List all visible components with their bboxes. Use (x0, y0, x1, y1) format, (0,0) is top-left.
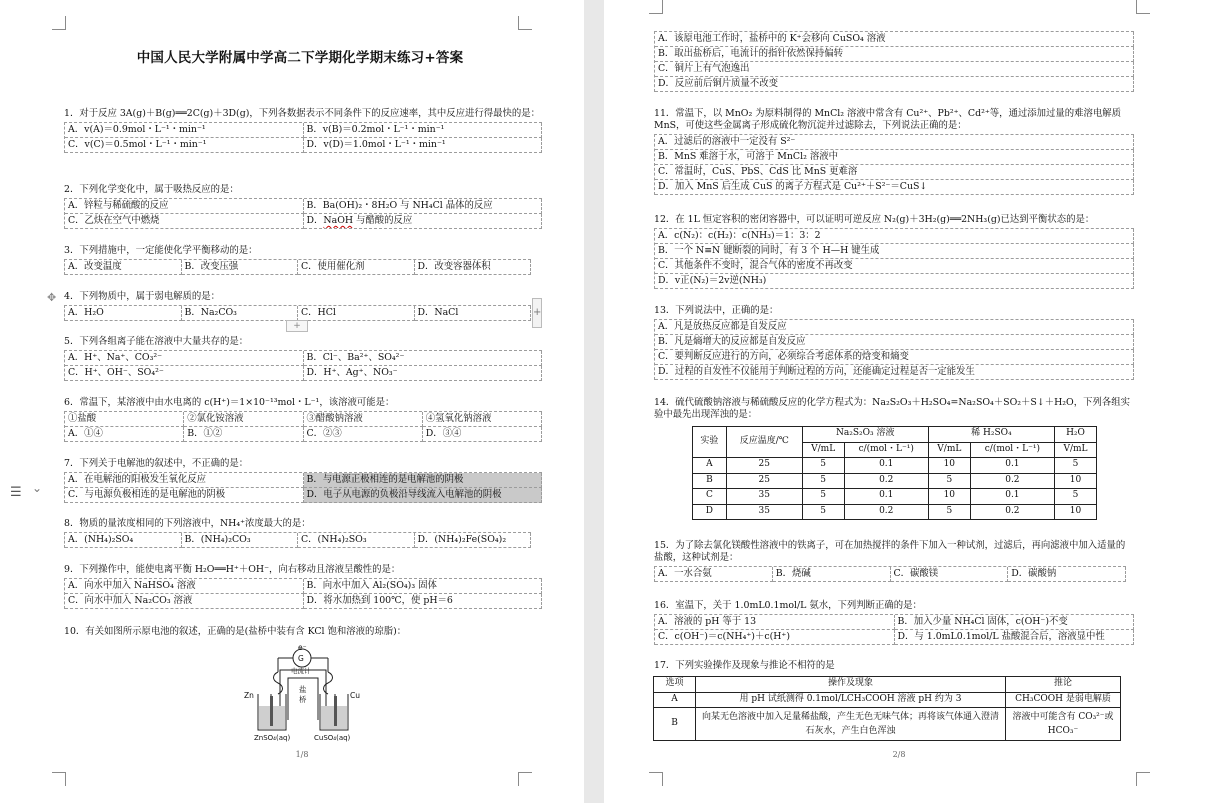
document-page-1 (0, 0, 584, 803)
question-11 (654, 108, 1134, 195)
option-c[interactable]: C．铜片上有气泡逸出 (655, 62, 1134, 77)
option-a[interactable]: A．H₂O (65, 306, 182, 321)
add-column-button[interactable]: + (532, 298, 542, 328)
question-2 (64, 184, 542, 229)
table-cell: 0.2 (970, 473, 1054, 489)
table-header: 推论 (1006, 677, 1121, 693)
question-stem: 14．硫代硫酸钠溶液与稀硫酸反应的化学方程式为：Na₂S₂O₃＋H₂SO₄=Na₂SO₄＋SO₂＋S↓＋H₂O，下列各组实验中最先出现浑浊的是： (654, 397, 1130, 421)
question-6 (64, 397, 542, 442)
table-cell: B (654, 708, 696, 741)
option-d[interactable]: D．加入 MnS 后生成 CuS 的离子方程式是 Cu²⁺＋S²⁻＝CuS↓ (655, 180, 1134, 195)
options-table (64, 472, 542, 503)
table-row (693, 504, 1097, 520)
table-row (693, 473, 1097, 489)
options-table (654, 614, 1134, 645)
option-a[interactable]: A．凡是放热反应都是自发反应 (655, 320, 1134, 335)
option-c[interactable]: C．碳酸镁 (891, 567, 1009, 582)
page-number: 2/8 (892, 750, 906, 759)
option-d[interactable]: D．NaOH 与醋酸的反应 (304, 214, 543, 229)
question-stem: 17．下列实验操作及现象与推论不相符的是 (654, 660, 835, 671)
option-a[interactable]: A．过滤后的溶液中一定没有 S²⁻ (655, 135, 1134, 150)
table-header: 实验 (693, 427, 727, 458)
table-cell: A (654, 692, 696, 708)
option-c[interactable]: C．使用催化剂 (298, 260, 415, 275)
option-c[interactable]: C．②③ (304, 427, 423, 442)
crop-mark (1136, 772, 1150, 786)
left-solution-label: ZnSO₄(aq) (254, 734, 291, 742)
table-cell: 5 (802, 489, 844, 505)
question-10-options (654, 31, 1134, 92)
option-c[interactable]: C．与电源负极相连的是电解池的阴极 (65, 488, 304, 503)
option-d[interactable]: D．H⁺、Ag⁺、NO₃⁻ (304, 366, 543, 381)
question-stem: 6．常温下，某溶液中由水电离的 c(H⁺)＝1×10⁻¹³mol・L⁻¹，该溶液可能是： (64, 397, 395, 408)
table-header: V/mL (802, 442, 844, 458)
option-c[interactable]: C．c(OH⁻)＝c(NH₄⁺)＋c(H⁺) (655, 630, 895, 645)
options-table (654, 31, 1134, 92)
option-c[interactable]: C．v(C)＝0.5mol・L⁻¹・min⁻¹ (65, 138, 304, 153)
crop-mark (52, 772, 66, 786)
options-table (654, 134, 1134, 195)
option-d[interactable]: D．电子从电源的负极沿导线流入电解池的阴极 (304, 488, 543, 503)
question-stem: 12．在 1L 恒定容积的密闭容器中，可以证明可逆反应 N₂(g)＋3H₂(g)══2NH₃(g)已达到平衡状态的是： (654, 214, 1095, 225)
right-solution-label: CuSO₄(aq) (314, 734, 351, 742)
option-d[interactable]: D．将水加热到 100℃，使 pH＝6 (304, 594, 543, 609)
table-header: 操作及现象 (696, 677, 1006, 693)
option-b[interactable]: B．Na₂CO₃ (182, 306, 299, 321)
options-table (64, 411, 542, 442)
options-table (64, 259, 531, 275)
option-b[interactable]: B．一个 N≡N 键断裂的同时，有 3 个 H—H 键生成 (655, 244, 1134, 259)
choice-item: ①盐酸 (65, 412, 184, 427)
option-a[interactable]: A．c(N₂)：c(H₂)：c(NH₃)＝1：3：2 (655, 229, 1134, 244)
option-c[interactable]: C．HCl (298, 306, 415, 321)
table-header: c/(mol・L⁻¹) (970, 442, 1054, 458)
table-header: Na₂S₂O₃ 溶液 (802, 427, 928, 443)
option-b[interactable]: B．①② (184, 427, 303, 442)
option-d[interactable]: D．反应前后铜片质量不改变 (655, 77, 1134, 92)
option-b[interactable]: B．Ba(OH)₂・8H₂O 与 NH₄Cl 晶体的反应 (304, 199, 543, 214)
table-row (654, 708, 1121, 741)
galvanometer-label: 电流计 (291, 667, 311, 675)
salt-bridge-label: 盐 (299, 685, 307, 694)
question-1 (64, 108, 542, 153)
option-b[interactable]: B．凡是熵增大的反应都是自发反应 (655, 335, 1134, 350)
option-a[interactable]: A．溶液的 pH 等于 13 (655, 615, 895, 630)
crop-mark (52, 16, 66, 30)
table-cell: 0.2 (844, 504, 928, 520)
add-row-button[interactable]: + (286, 320, 308, 332)
option-a[interactable]: A．在电解池的阳极发生氧化反应 (65, 473, 304, 488)
electron-label: e⁻ (298, 643, 307, 652)
experiment-table (692, 426, 1097, 520)
option-b[interactable]: B．加入少量 NH₄Cl 固体，c(OH⁻)不变 (895, 615, 1135, 630)
option-b[interactable]: B．与电源正极相连的是电解池的阴极 (304, 473, 543, 488)
option-c[interactable]: C．要判断反应进行的方向，必须综合考虑体系的焓变和熵变 (655, 350, 1134, 365)
question-3 (64, 245, 531, 275)
option-b[interactable]: B．MnS 难溶于水，可溶于 MnCl₂ 溶液中 (655, 150, 1134, 165)
question-14 (654, 397, 1134, 423)
table-header: 选项 (654, 677, 696, 693)
table-header: H₂O (1054, 427, 1096, 443)
options-table (64, 578, 542, 609)
table-cell: 用 pH 试纸测得 0.1mol/LCH₃COOH 溶液 pH 约为 3 (696, 692, 1006, 708)
table-cell: 0.1 (844, 489, 928, 505)
question-stem: 11．常温下，以 MnO₂ 为原料制得的 MnCl₂ 溶液中常含有 Cu²⁺、Pb²⁺、Cd²⁺等，通过添加过量的难溶电解质 MnS，可使这些金属离子形成硫化物沉淀并过滤除去，下列说法正确的是： (654, 108, 1122, 132)
options-table (64, 350, 542, 381)
option-c[interactable]: C．常温时，CuS、PbS、CdS 比 MnS 更难溶 (655, 165, 1134, 180)
table-cell: 5 (802, 504, 844, 520)
chevron-down-icon[interactable]: ⌄ (32, 481, 43, 495)
table-header: c/(mol・L⁻¹) (844, 442, 928, 458)
experiment-conclusion-table (653, 676, 1121, 741)
crop-mark (1136, 0, 1150, 14)
side-menu-icon[interactable]: ☰ (10, 485, 22, 500)
table-cell: 0.1 (970, 489, 1054, 505)
table-header: 反应温度/℃ (726, 427, 802, 458)
option-b[interactable]: B．向水中加入 Al₂(SO₄)₃ 固体 (304, 579, 543, 594)
table-row (693, 489, 1097, 505)
options-table (64, 122, 542, 153)
option-c[interactable]: C．H⁺、OH⁻、SO₄²⁻ (65, 366, 304, 381)
galvanic-cell-figure (238, 640, 368, 743)
option-d[interactable]: D．改变容器体积 (415, 260, 532, 275)
choice-item: ④氢氧化钠溶液 (423, 412, 542, 427)
table-cell: B (693, 473, 727, 489)
choice-item: ③醋酸钠溶液 (304, 412, 423, 427)
crop-mark (518, 16, 532, 30)
question-stem: 13．下列说法中，正确的是： (654, 305, 779, 316)
document-page-2 (604, 0, 1215, 803)
options-table (654, 566, 1126, 582)
table-header: V/mL (928, 442, 970, 458)
table-cell: D (693, 504, 727, 520)
choice-item: ②氯化铵溶液 (184, 412, 303, 427)
table-cell: 5 (1054, 458, 1096, 474)
question-5 (64, 336, 542, 381)
question-stem: 15．为了除去氯化镁酸性溶液中的铁离子，可在加热搅拌的条件下加入一种试剂，过滤后，再向滤液中加入适量的盐酸，这种试剂是： (654, 540, 1126, 564)
option-a[interactable]: A．v(A)＝0.9mol・L⁻¹・min⁻¹ (65, 123, 304, 138)
crop-mark (518, 772, 532, 786)
salt-bridge-label: 桥 (299, 695, 307, 704)
table-cell: 25 (726, 458, 802, 474)
options-table (654, 228, 1134, 289)
question-stem: 5．下列各组离子能在溶液中大量共存的是： (64, 336, 249, 347)
options-table (64, 532, 531, 548)
table-cell: 25 (726, 473, 802, 489)
question-15 (654, 540, 1126, 582)
galvanometer-symbol: G (298, 654, 304, 663)
option-a[interactable]: A．①④ (65, 427, 184, 442)
option-b[interactable]: B．烧碱 (773, 567, 891, 582)
table-cell: 5 (802, 458, 844, 474)
option-a[interactable]: A．锌粒与稀硫酸的反应 (65, 199, 304, 214)
option-a[interactable]: A．一水合氨 (655, 567, 773, 582)
table-cell: C (693, 489, 727, 505)
table-cell: 35 (726, 489, 802, 505)
page-number: 1/8 (295, 750, 309, 759)
option-b[interactable]: B．Cl⁻、Ba²⁺、SO₄²⁻ (304, 351, 543, 366)
option-b[interactable]: B．取出盐桥后，电流计的指针依然保持偏转 (655, 47, 1134, 62)
table-cell: 5 (928, 504, 970, 520)
table-cell: 35 (726, 504, 802, 520)
table-cell: 10 (1054, 473, 1096, 489)
table-header: 稀 H₂SO₄ (928, 427, 1054, 443)
question-9 (64, 564, 542, 609)
options-table (64, 305, 531, 321)
question-stem: 3．下列措施中，一定能使化学平衡移动的是： (64, 245, 258, 256)
table-cell: 10 (928, 458, 970, 474)
option-d[interactable]: D．NaCl (415, 306, 532, 321)
options-table (64, 198, 542, 229)
cu-electrode-label: Cu (350, 691, 360, 700)
table-cell: 0.1 (844, 458, 928, 474)
question-13 (654, 305, 1134, 380)
option-c[interactable]: C．(NH₄)₂SO₃ (298, 533, 415, 548)
table-row (654, 692, 1121, 708)
table-cell: 向某无色溶液中加入足量稀盐酸，产生无色无味气体；再将该气体通入澄清石灰水，产生白色浑浊 (696, 708, 1006, 741)
question-7 (64, 458, 542, 503)
question-4 (64, 291, 531, 321)
table-move-handle-icon[interactable]: ✥ (47, 291, 57, 304)
option-d[interactable]: D．与 1.0mL0.1mol/L 盐酸混合后，溶液显中性 (895, 630, 1135, 645)
table-header: V/mL (1054, 442, 1096, 458)
question-stem: 8．物质的量浓度相同的下列溶液中，NH₄⁺浓度最大的是： (64, 518, 311, 529)
question-8 (64, 518, 531, 548)
table-cell: 5 (928, 473, 970, 489)
table-cell: 0.2 (844, 473, 928, 489)
table-cell: 10 (1054, 504, 1096, 520)
table-row (693, 458, 1097, 474)
table-cell: 10 (928, 489, 970, 505)
question-17 (654, 660, 1134, 674)
options-table (654, 319, 1134, 380)
question-stem: 2．下列化学变化中，属于吸热反应的是： (64, 184, 239, 195)
option-a[interactable]: A．改变温度 (65, 260, 182, 275)
table-cell: 5 (1054, 489, 1096, 505)
option-d[interactable]: D．③④ (423, 427, 542, 442)
option-a[interactable]: A．向水中加入 NaHSO₄ 溶液 (65, 579, 304, 594)
question-stem: 16．室温下，关于 1.0mL0.1mol/L 氨水，下列判断正确的是： (654, 600, 922, 611)
option-d[interactable]: D．v正(N₂)＝2v逆(NH₃) (655, 274, 1134, 289)
option-b[interactable]: B．(NH₄)₂CO₃ (182, 533, 299, 548)
option-d[interactable]: D．碳酸钠 (1008, 567, 1126, 582)
option-d[interactable]: D．(NH₄)₂Fe(SO₄)₂ (415, 533, 532, 548)
question-stem: 10．有关如图所示原电池的叙述，正确的是(盐桥中装有含 KCl 饱和溶液的琼脂)： (64, 626, 407, 637)
table-cell: 0.1 (970, 458, 1054, 474)
question-10 (64, 626, 542, 640)
option-a[interactable]: A．(NH₄)₂SO₄ (65, 533, 182, 548)
option-d[interactable]: D．过程的自发性不仅能用于判断过程的方向，还能确定过程是否一定能发生 (655, 365, 1134, 380)
question-16 (654, 600, 1134, 645)
crop-mark (649, 0, 663, 14)
option-a[interactable]: A．该原电池工作时，盐桥中的 K⁺会移向 CuSO₄ 溶液 (655, 32, 1134, 47)
option-c[interactable]: C．其他条件不变时，混合气体的密度不再改变 (655, 259, 1134, 274)
table-cell: 溶液中可能含有 CO₃²⁻或 HCO₃⁻ (1006, 708, 1121, 741)
page-title: 中国人民大学附属中学高二下学期化学期末练习+答案 (136, 50, 464, 66)
question-12 (654, 214, 1134, 289)
table-cell: 5 (802, 473, 844, 489)
option-b[interactable]: B．v(B)＝0.2mol・L⁻¹・min⁻¹ (304, 123, 543, 138)
zn-electrode-label: Zn (244, 691, 254, 700)
question-stem: 9．下列操作中，能使电离平衡 H₂O══H⁺＋OH⁻，向右移动且溶液呈酸性的是： (64, 564, 401, 575)
option-c[interactable]: C．向水中加入 Na₂CO₃ 溶液 (65, 594, 304, 609)
table-cell: A (693, 458, 727, 474)
crop-mark (649, 772, 663, 786)
option-b[interactable]: B．改变压强 (182, 260, 299, 275)
option-c[interactable]: C．乙炔在空气中燃烧 (65, 214, 304, 229)
question-stem: 7．下列关于电解池的叙述中，不正确的是： (64, 458, 249, 469)
option-d[interactable]: D．v(D)＝1.0mol・L⁻¹・min⁻¹ (304, 138, 543, 153)
option-a[interactable]: A．H⁺、Na⁺、CO₃²⁻ (65, 351, 304, 366)
table-cell: 0.2 (970, 504, 1054, 520)
table-cell: CH₃COOH 是弱电解质 (1006, 692, 1121, 708)
question-stem: 1．对于反应 3A(g)＋B(g)══2C(g)＋3D(g)，下列各数据表示不同条件下的反应速率，其中反应进行得最快的是： (64, 108, 540, 119)
question-stem: 4．下列物质中，属于弱电解质的是： (64, 291, 220, 302)
